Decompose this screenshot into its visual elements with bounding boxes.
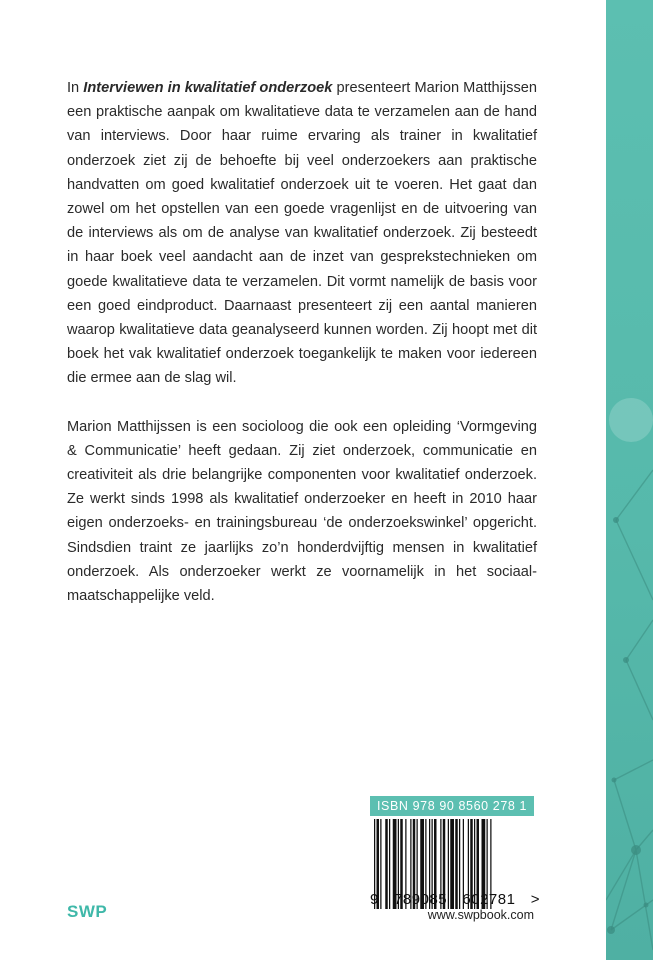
network-pattern-icon xyxy=(606,0,653,960)
decorative-side-band xyxy=(606,0,653,960)
isbn-label: ISBN 978 90 8560 278 1 xyxy=(370,796,534,816)
publisher-logo: SWP xyxy=(67,902,108,921)
barcode-digit-first: 9 xyxy=(370,891,379,908)
blurb-body: presenteert Marion Matthijssen een praktische aanpak om kwalitatieve data te verzamelen aan de hand van interviews. Door haar ruime ervaring als trainer in kwalitatief onderzoek ziet zij de behoefte bij veel onderzoekers aan praktische handvatten om goed kwalitatief onderzoek uit te voeren. Het gaat dan zowel om het opstellen van een goede vragenlijst en de uitvoering van de interviews als om de analyse van kwalitatief onderzoek. Zij besteedt in haar boek veel aandacht aan de inzet van gesprekstechnieken om goede kwalitatieve data te verzamelen. Dit vormt namelijk de basis voor een goed eindproduct. Daarnaast presenteert zij een aantal manieren waarop kwalitatieve data geanalyseerd kunnen worden. Zij hoopt met dit boek het vak kwalitatief onderzoek toegankelijk te maken voor iedereen die ermee aan de slag wil. xyxy=(67,80,537,387)
blurb-paragraph-author: Marion Matthijssen is een socioloog die ook een opleiding ‘Vormgeving & Communicatie’ heeft gedaan. Zij ziet onderzoek, communicatie en creativiteit als drie belangrijke componenten voor kwalitatief onderzoek. Ze werkt sinds 1998 als kwalitatief onderzoeker en heeft in 2010 haar eigen onderzoeks- en trainingsbureau ‘de onderzoekswinkel’ opgericht. Sindsdien traint ze jaarlijks zo’n honderdvijftig mensen in kwalitatief onderzoek. Als onderzoeker werkt ze voornamelijk in het sociaal-maatschappelijke veld. xyxy=(67,418,537,605)
publisher-website: www.swpbook.com xyxy=(427,908,534,922)
barcode-digit-arrow: > xyxy=(530,891,540,908)
barcode-digit-group-2: 602781 xyxy=(462,891,516,908)
barcode-digits xyxy=(370,891,540,908)
blurb-text xyxy=(67,76,537,632)
blurb-paragraph-book xyxy=(67,76,537,391)
barcode-digit-group-1: 789085 xyxy=(394,891,448,908)
blurb-lead: In xyxy=(67,80,84,96)
book-title-inline: Interviewen in kwalitatief onderzoek xyxy=(83,80,333,96)
